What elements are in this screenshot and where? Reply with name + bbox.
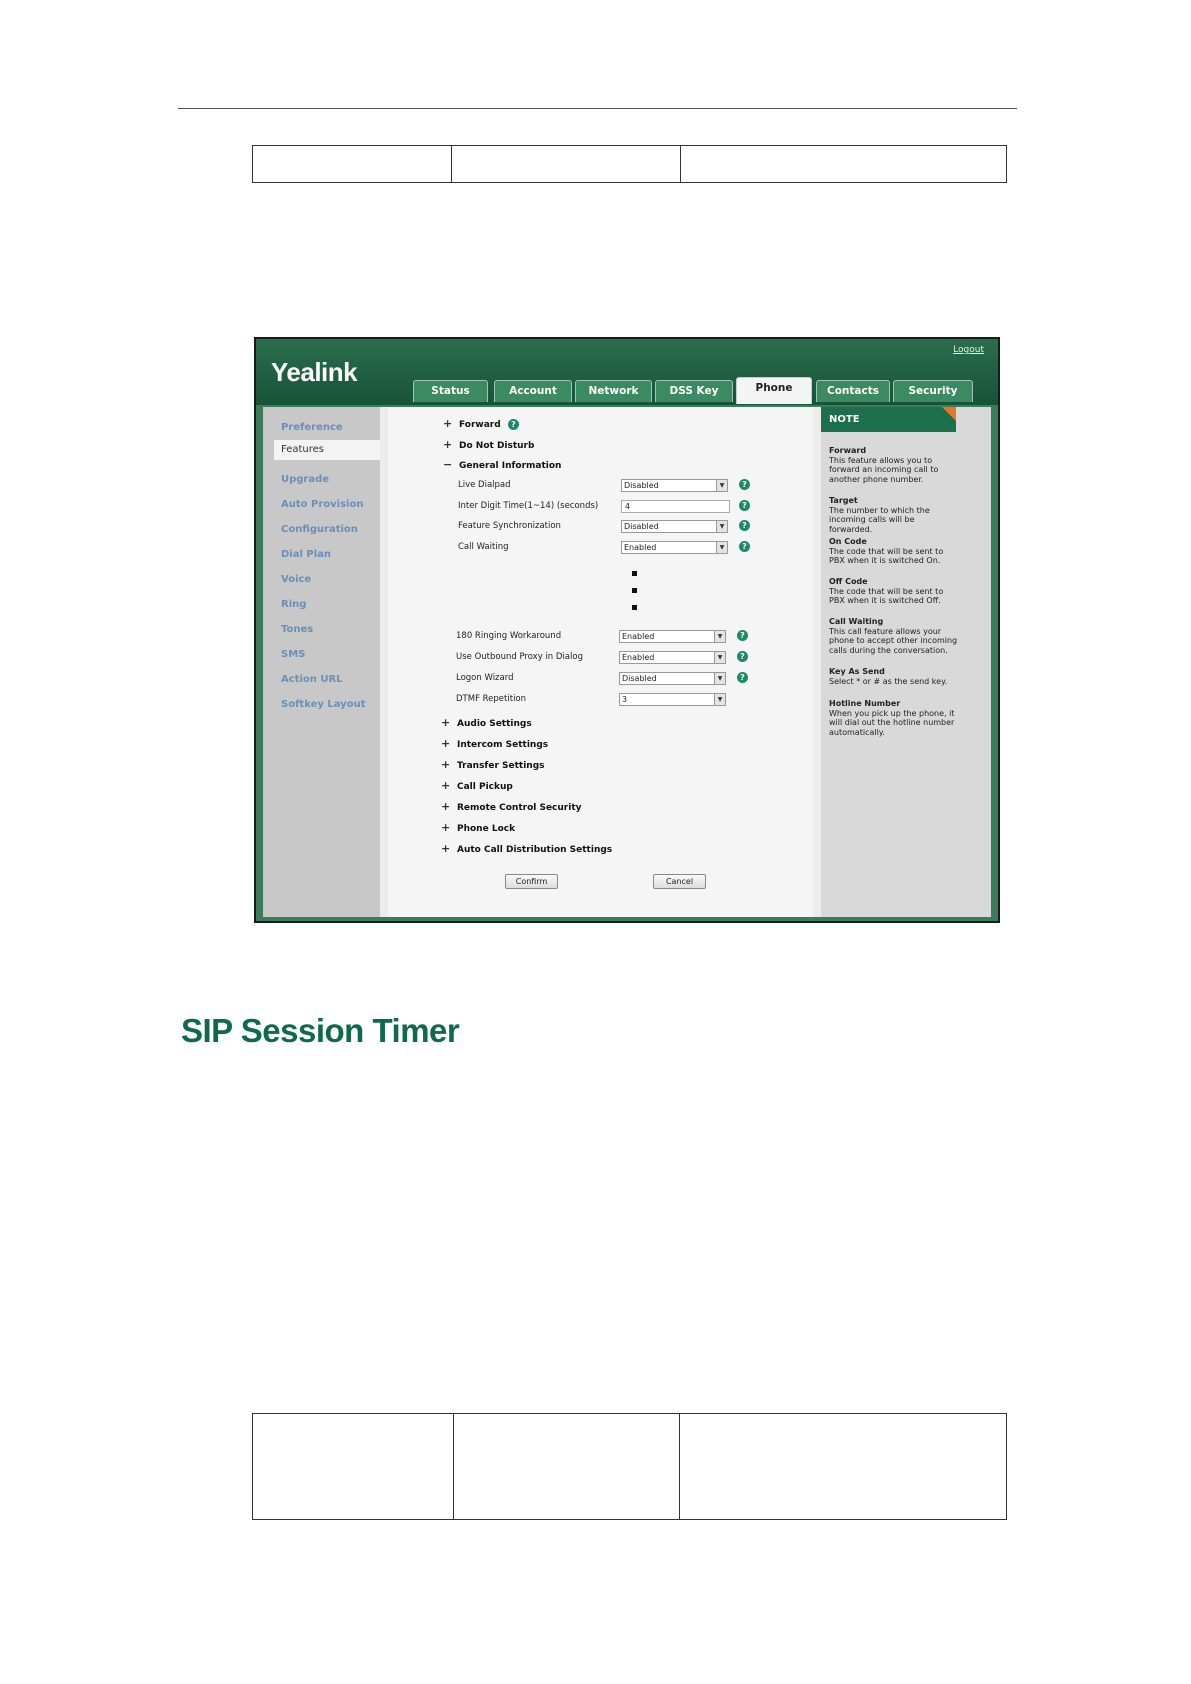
tab-contacts[interactable]: Contacts	[816, 380, 890, 402]
document-table-bottom	[252, 1413, 1007, 1520]
section-label: Transfer Settings	[457, 761, 545, 771]
section-label: Intercom Settings	[457, 740, 549, 750]
section-transfer-settings[interactable]	[441, 758, 545, 771]
tab-phone[interactable]: Phone	[736, 377, 812, 404]
yealink-logo: Yealink	[271, 357, 358, 387]
note-entry-call-waiting	[829, 617, 959, 655]
sidebar-item-softkey-layout[interactable]: Softkey Layout	[281, 699, 366, 710]
expand-icon[interactable]: +	[443, 417, 453, 430]
expand-icon[interactable]: +	[441, 821, 451, 834]
note-entry-title: On Code	[829, 537, 867, 546]
help-icon[interactable]: ?	[737, 651, 748, 662]
dtmf-repetition-label: DTMF Repetition	[456, 694, 527, 704]
expand-icon[interactable]: +	[441, 737, 451, 750]
section-do-not-disturb[interactable]	[443, 438, 534, 451]
collapse-icon[interactable]: −	[443, 458, 453, 471]
table-cell	[680, 1414, 1007, 1520]
sidebar-item-preference[interactable]: Preference	[281, 422, 343, 433]
chevron-down-icon: ▼	[716, 521, 727, 532]
note-entry-text: The code that will be sent to PBX when it is switched On.	[829, 546, 944, 565]
note-entry-hotline-number	[829, 699, 959, 737]
logon-wizard-select[interactable]	[619, 672, 726, 685]
tab-network[interactable]: Network	[575, 380, 652, 402]
expand-icon[interactable]: +	[441, 758, 451, 771]
select-value: Enabled	[622, 632, 655, 641]
call-waiting-select[interactable]	[621, 541, 728, 554]
chevron-down-icon: ▼	[714, 652, 725, 663]
document-table-top	[252, 145, 1007, 183]
section-general-information[interactable]	[443, 458, 561, 471]
chevron-down-icon: ▼	[714, 694, 725, 705]
tab-dss-key[interactable]: DSS Key	[655, 380, 733, 402]
feature-synchronization-select[interactable]	[621, 520, 728, 533]
note-entry-on-code	[829, 537, 959, 566]
section-audio-settings[interactable]	[441, 716, 532, 729]
expand-icon[interactable]: +	[441, 779, 451, 792]
chevron-down-icon: ▼	[714, 673, 725, 684]
section-heading: SIP Session Timer	[181, 1012, 460, 1049]
note-entry-title: Hotline Number	[829, 699, 901, 708]
confirm-button[interactable]: Confirm	[505, 874, 558, 889]
inter-digit-time-label: Inter Digit Time(1~14) (seconds)	[458, 501, 599, 511]
sidebar-item-voice[interactable]: Voice	[281, 574, 312, 585]
tab-security[interactable]: Security	[893, 380, 973, 402]
table-cell	[253, 1414, 454, 1520]
help-icon[interactable]: ?	[739, 500, 750, 511]
note-entry-target	[829, 496, 959, 534]
cancel-button[interactable]: Cancel	[653, 874, 706, 889]
live-dialpad-label: Live Dialpad	[458, 480, 511, 490]
chevron-down-icon: ▼	[716, 542, 727, 553]
live-dialpad-select[interactable]	[621, 479, 728, 492]
logout-link[interactable]: Logout	[953, 345, 984, 355]
table-cell	[253, 146, 452, 183]
note-corner-icon	[942, 407, 956, 421]
expand-icon[interactable]: +	[441, 800, 451, 813]
expand-icon[interactable]: +	[441, 716, 451, 729]
ellipsis-bullet	[632, 605, 637, 610]
note-entry-text: This call feature allows your phone to accept other incoming calls during the conversation.	[829, 626, 958, 655]
section-remote-control-security[interactable]	[441, 800, 582, 813]
outbound-proxy-label: Use Outbound Proxy in Dialog	[456, 652, 583, 662]
tab-status[interactable]: Status	[413, 380, 488, 402]
section-label: Auto Call Distribution Settings	[457, 845, 613, 855]
section-auto-call-distribution[interactable]	[441, 842, 612, 855]
page-header-rule	[178, 108, 1017, 109]
section-label: Call Pickup	[457, 782, 513, 792]
sidebar-item-auto-provision[interactable]: Auto Provision	[281, 499, 364, 510]
note-entry-text: When you pick up the phone, it will dial out the hotline number automatically.	[829, 708, 955, 737]
select-value: Enabled	[624, 543, 657, 552]
section-label: Do Not Disturb	[459, 441, 535, 451]
sidebar-item-action-url[interactable]: Action URL	[281, 674, 343, 685]
web-ui-screenshot	[254, 337, 1000, 923]
section-label: Forward	[459, 420, 501, 430]
help-icon[interactable]: ?	[739, 541, 750, 552]
outbound-proxy-select[interactable]	[619, 651, 726, 664]
ringing-workaround-label: 180 Ringing Workaround	[456, 631, 562, 641]
main-area	[263, 407, 991, 917]
select-value: Enabled	[622, 653, 655, 662]
sidebar-item-tones[interactable]: Tones	[281, 624, 314, 635]
expand-icon[interactable]: +	[443, 438, 453, 451]
inter-digit-time-input[interactable]: 4	[621, 500, 730, 513]
note-title: NOTE	[821, 407, 956, 432]
expand-icon[interactable]: +	[441, 842, 451, 855]
features-content	[388, 407, 813, 917]
note-entry-key-as-send	[829, 667, 959, 686]
help-icon[interactable]: ?	[739, 520, 750, 531]
section-phone-lock[interactable]	[441, 821, 515, 834]
section-forward[interactable]	[443, 417, 501, 430]
select-value: 3	[622, 695, 628, 704]
select-value: Disabled	[624, 522, 659, 531]
note-entry-off-code	[829, 577, 959, 606]
help-icon[interactable]: ?	[508, 419, 519, 430]
note-entry-title: Target	[829, 496, 858, 505]
sidebar-item-features[interactable]: Features	[274, 440, 380, 460]
note-entry-text: Select * or # as the send key.	[829, 676, 948, 686]
ellipsis-bullet	[632, 571, 637, 576]
help-icon[interactable]: ?	[739, 479, 750, 490]
sidebar-item-dial-plan[interactable]: Dial Plan	[281, 549, 332, 560]
tab-account[interactable]: Account	[494, 380, 572, 402]
section-call-pickup[interactable]	[441, 779, 513, 792]
note-entry-text: The number to which the incoming calls will be forwarded.	[829, 505, 930, 534]
help-icon[interactable]: ?	[737, 672, 748, 683]
select-value: Disabled	[622, 674, 657, 683]
section-label: General Information	[459, 461, 562, 471]
sidebar-item-ring[interactable]: Ring	[281, 599, 307, 610]
note-entry-forward	[829, 446, 959, 484]
sidebar-item-upgrade[interactable]: Upgrade	[281, 474, 330, 485]
note-entry-text: The code that will be sent to PBX when it is switched Off.	[829, 586, 944, 605]
call-waiting-label: Call Waiting	[458, 542, 509, 552]
sidebar	[263, 407, 380, 917]
section-intercom-settings[interactable]	[441, 737, 548, 750]
section-label: Remote Control Security	[457, 803, 582, 813]
ringing-workaround-select[interactable]	[619, 630, 726, 643]
sidebar-item-sms[interactable]: SMS	[281, 649, 306, 660]
note-entry-text: This feature allows you to forward an incoming call to another phone number.	[829, 455, 939, 484]
help-icon[interactable]: ?	[737, 630, 748, 641]
dtmf-repetition-select[interactable]	[619, 693, 726, 706]
table-cell	[454, 1414, 680, 1520]
note-panel	[821, 407, 991, 917]
feature-synchronization-label: Feature Synchronization	[458, 521, 561, 531]
top-bar	[256, 339, 998, 405]
select-value: Disabled	[624, 481, 659, 490]
table-cell	[681, 146, 1007, 183]
chevron-down-icon: ▼	[714, 631, 725, 642]
section-label: Phone Lock	[457, 824, 516, 834]
sidebar-item-configuration[interactable]: Configuration	[281, 524, 358, 535]
note-entry-title: Call Waiting	[829, 617, 884, 626]
logon-wizard-label: Logon Wizard	[456, 673, 514, 683]
chevron-down-icon: ▼	[716, 480, 727, 491]
note-entry-title: Off Code	[829, 577, 868, 586]
note-entry-title: Forward	[829, 446, 867, 455]
table-cell	[452, 146, 681, 183]
ellipsis-bullet	[632, 588, 637, 593]
note-entry-title: Key As Send	[829, 667, 885, 676]
section-label: Audio Settings	[457, 719, 532, 729]
